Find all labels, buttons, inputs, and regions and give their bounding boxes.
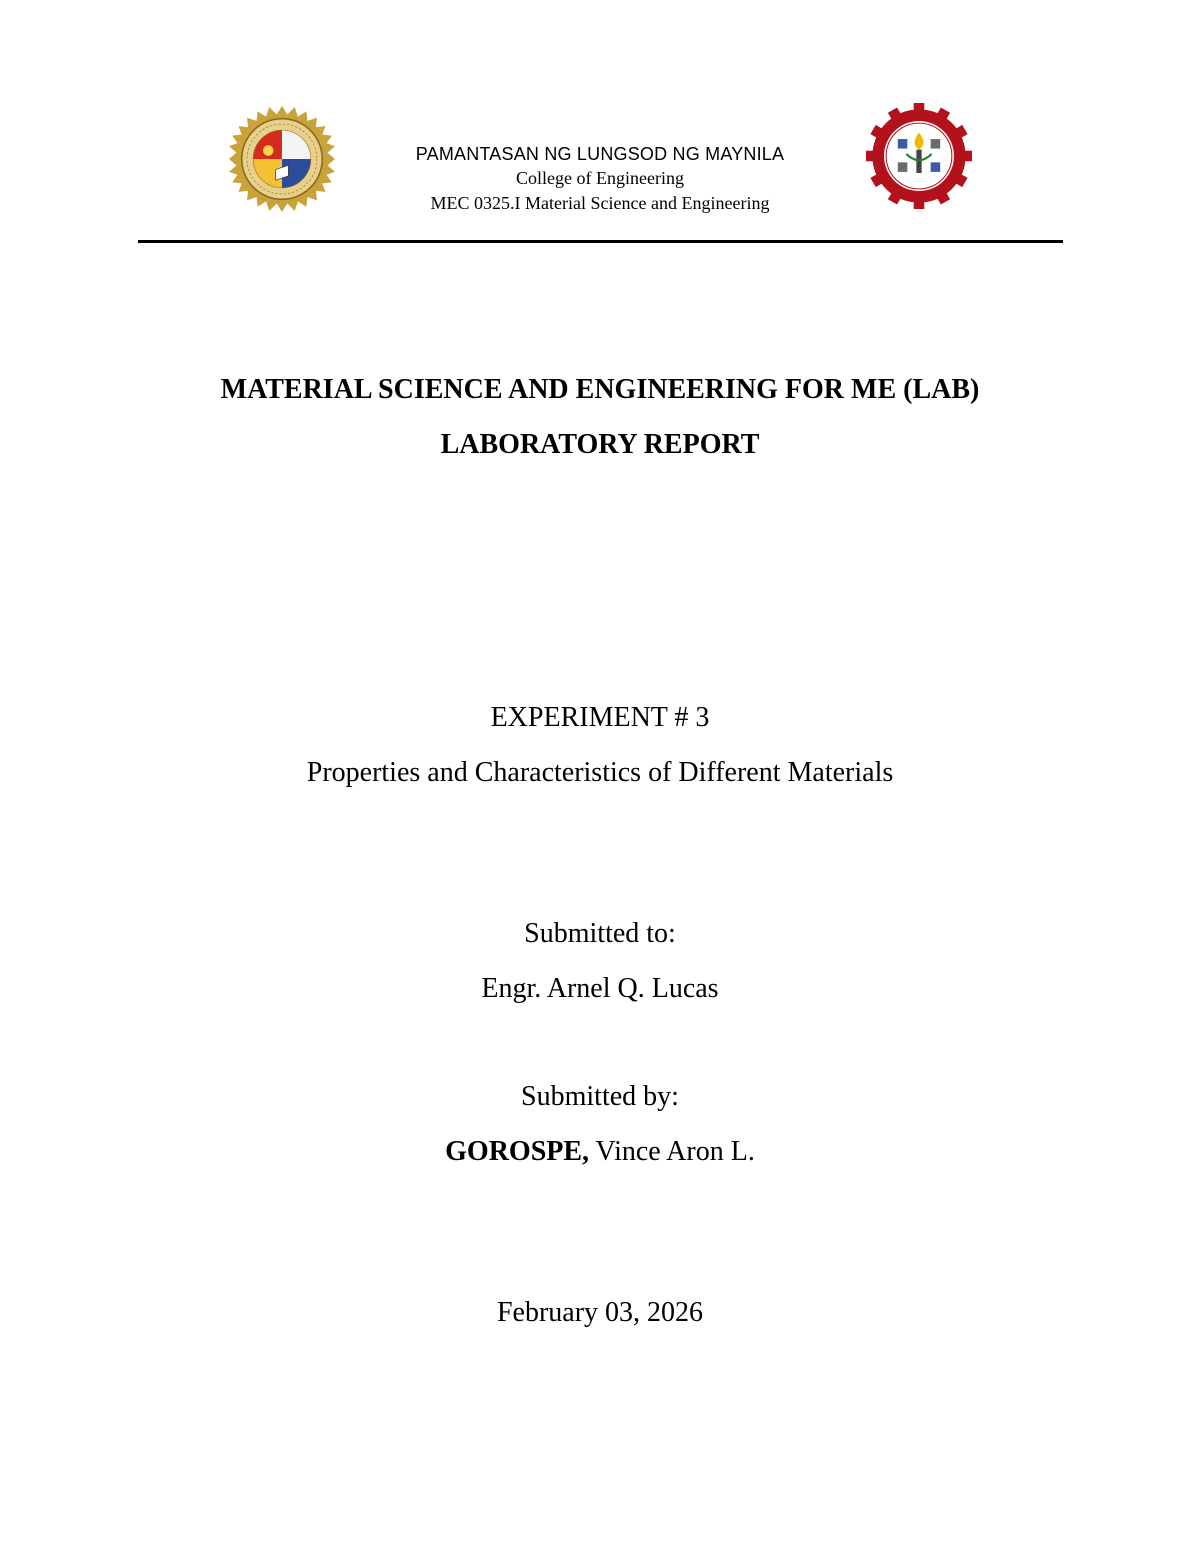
- plm-university-seal-icon: [229, 106, 335, 212]
- experiment-number: EXPERIMENT # 3: [490, 702, 710, 733]
- submission-date: February 03, 2026: [496, 1297, 704, 1328]
- submitted-by-section: [100, 1069, 1100, 1179]
- instructor-name: Engr. Arnel Q. Lucas: [481, 973, 719, 1004]
- submitted-to-label: Submitted to:: [524, 918, 676, 949]
- course-name: MEC 0325.I Material Science and Engineering: [430, 193, 770, 213]
- university-name: PAMANTASAN NG LUNGSOD NG MAYNILA: [415, 144, 785, 164]
- student-given-name: Vince Aron L.: [589, 1136, 755, 1167]
- submitted-to-section: [100, 906, 1100, 1016]
- header-text: [340, 142, 860, 216]
- report-title-line-1: MATERIAL SCIENCE AND ENGINEERING FOR ME (LAB): [220, 374, 980, 405]
- student-name: [100, 1124, 1100, 1179]
- header-divider: [138, 240, 1063, 243]
- experiment-name: Properties and Characteristics of Different Materials: [306, 757, 894, 788]
- student-surname: GOROSPE,: [445, 1136, 590, 1167]
- submitted-by-label: Submitted by:: [521, 1081, 679, 1112]
- report-title-line-2: LABORATORY REPORT: [440, 429, 760, 460]
- report-title: [100, 362, 1100, 472]
- college-name: College of Engineering: [516, 168, 684, 188]
- college-of-engineering-seal-icon: [866, 103, 972, 209]
- experiment-section: [100, 690, 1100, 800]
